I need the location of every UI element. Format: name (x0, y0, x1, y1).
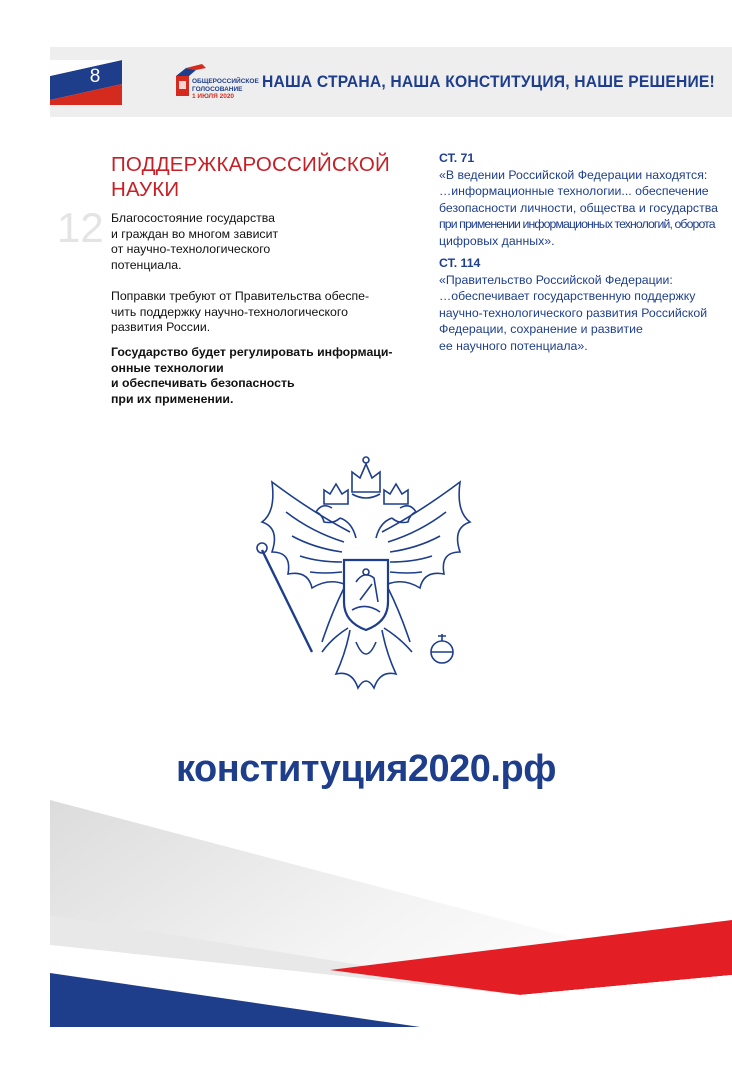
article-line: безопасности личности, общества и государства (439, 200, 718, 215)
article-line: научно-технологического развития Российской (439, 305, 708, 320)
coat-of-arms-icon (252, 452, 480, 707)
article-line: Федерации, сохранение и развитие (439, 322, 643, 336)
text-line: Государство будет регулировать информаци- (111, 345, 393, 359)
tricolor-decoration (0, 795, 732, 1080)
text-line: и граждан во многом зависит (111, 226, 279, 241)
text-line: Поправки требуют от Правительства обеспе- (111, 289, 370, 303)
text-line: развития России. (111, 320, 211, 334)
logo-line-1: ОБЩЕРОССИЙСКОЕ (192, 78, 259, 85)
article-line: «Правительство Российской Федерации: (439, 272, 673, 287)
page-number: 8 (89, 66, 101, 87)
text-line: от научно-технологического (111, 242, 271, 256)
section-title (111, 152, 390, 202)
text-line: потенциала. (111, 257, 182, 272)
text-line: Благосостояние государства (111, 211, 275, 225)
article-line: …обеспечивает государственную поддержку (439, 289, 696, 303)
text-line: онные технологии (111, 360, 224, 375)
text-line: чить поддержку научно-технологического (111, 304, 348, 319)
logo-date: 1 ИЮЛЯ 2020 (192, 93, 235, 100)
article-71 (439, 150, 729, 249)
text-line: при их применении. (111, 391, 234, 406)
section-title-line-2: НАУКИ (111, 178, 180, 201)
logo-text (192, 78, 259, 101)
paragraph-amendments (111, 289, 411, 336)
article-line: ее научного потенциала». (439, 338, 588, 353)
section-title-line-1: ПОДДЕРЖКАРОССИЙСКОЙ (111, 153, 390, 176)
article-line: …информационные технологии... обеспечение (439, 184, 709, 198)
text-line: и обеспечивать безопасность (111, 376, 295, 390)
header-slogan: НАША СТРАНА, НАША КОНСТИТУЦИЯ, НАШЕ РЕШЕНИЕ! (262, 72, 715, 91)
article-114-title: СТ. 114 (439, 256, 481, 270)
article-line: при применении информационных технологий, оборота (439, 217, 715, 231)
article-114 (439, 255, 729, 354)
article-line: «В ведении Российской Федерации находятся: (439, 167, 708, 182)
article-71-title: СТ. 71 (439, 151, 475, 165)
article-line: цифровых данных». (439, 233, 555, 248)
paragraph-intro (111, 211, 411, 273)
site-url: конституция2020.рф (176, 748, 556, 790)
section-number: 12 (57, 204, 104, 251)
paragraph-regulation (111, 345, 411, 407)
logo-line-2: ГОЛОСОВАНИЕ (192, 85, 243, 93)
